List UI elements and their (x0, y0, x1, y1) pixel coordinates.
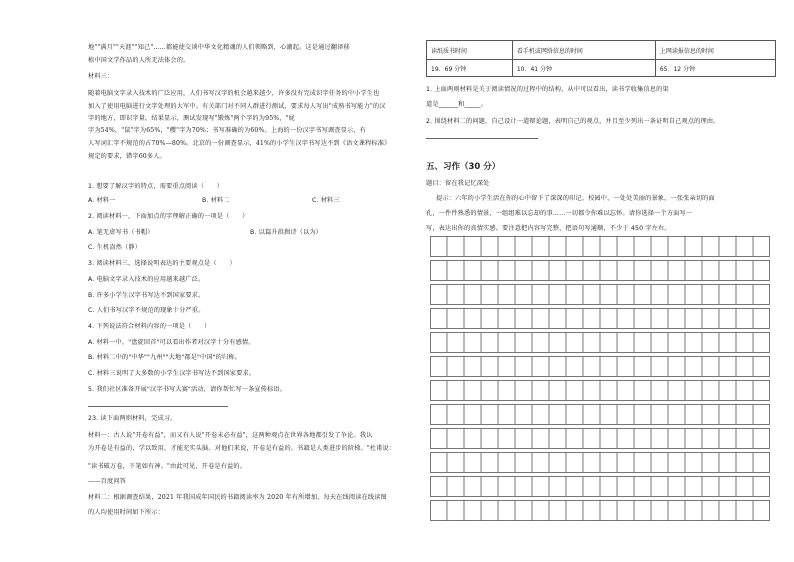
table-header-cell: 看手机或网络信息的时间 (512, 41, 655, 60)
material3-line: 随着电脑文字录入技术的广泛应用，人们书写汉字的机会越来越少，许多没有完成识字任务的中小学生也 (88, 90, 380, 97)
q1-option-c: C. 材料三 (312, 197, 340, 204)
table-row (427, 60, 776, 77)
material3-line: 人写词汇字不规范的占70%—80%。北京的一份调查显示，41%的小学生汉字书写达不到《语文课程标准》 (88, 140, 391, 147)
question-23: 23. 读下面两则材料，完成习。 (88, 415, 177, 422)
material1-source: ——百度问答 (88, 478, 127, 485)
q1-option-a: A. 材料一 (88, 197, 116, 204)
prompt-title: 题目：留在我记忆深处 (426, 180, 490, 187)
q4-option-a: A. 材料一中，"盘旋回首"可以看出作者对汉字十分有感情。 (88, 339, 255, 346)
material1-line: 材料一：古人说"开卷有益"，而又有人说"开卷未必有益"，这两种观点在世界各地都引发了争论。我认 (88, 432, 373, 439)
table-row (427, 41, 776, 60)
intro-line: 植中国文学作品的人所无法体会的。 (88, 57, 190, 64)
q-right-line: 1. 上面两则材料是关于阅读情况的过程中的结构，从中可以看出，读书学收集信息的渠 (426, 86, 669, 93)
material3-line: 规定的要求，错字60多人。 (88, 153, 166, 160)
answer-line (88, 406, 228, 407)
question-1: 1. 想要了解汉字的特点，需要重点阅读（ ） (88, 183, 224, 190)
material2-line: 材料二：根据调查结果，2021 年我国成年国民的书籍阅读率为 2020 年有所增加，每天在线阅读在线读图 (88, 494, 387, 501)
material2-line: 的人均使用时间如下所示： (88, 509, 165, 516)
q3-option-a: A. 电脑文字录入技术的应用越来越广泛。 (88, 276, 205, 283)
q2-option-b: B. 以篇升拱揖诗（以为） (250, 229, 323, 236)
prompt-line: 孔，一件件熟悉的情景，一组组难以忘却的事……一切都令你难以忘怀。请你选择一个方面写一 (426, 210, 693, 217)
q1-option-b: B. 材料二 (202, 197, 230, 204)
material3-line: 加入了使用电脑进行文字处理的大军中。有关部门对不同人群进行测试，要求每人写出"成熟书写能力"的汉 (88, 103, 386, 110)
question-3: 3. 阅读材料三，选择说明表达的主要观点是（ ） (88, 260, 236, 267)
table-header-cell: 上网读报信息的时间 (655, 41, 775, 60)
material3-title: 材料三： (88, 73, 114, 80)
material3-line: 字为54%，"鼠"字为65%，"樱"字为70%；书写准确的为60%。上海的一份汉字书写调查显示，有 (88, 127, 366, 134)
writing-grid (430, 236, 770, 526)
table-cell: 65．12 分钟 (655, 60, 775, 77)
q-right-line: 2. 围绕材料二的问题，自己设计一道辩论题，表明自己的观点，并且至少列出一条证明自己观点的理由。 (426, 118, 720, 125)
q4-option-b: B. 材料二中的"中华""九州""大地"都是"中国"的归称。 (88, 354, 242, 361)
q2-option-a: A. 笔无虚写书（书帽） (88, 229, 154, 236)
reading-time-table (426, 40, 776, 77)
q4-option-c: C. 材料三说明了大多数的小学生汉字书写达不到国家要求。 (88, 370, 256, 377)
q-right-line: 道是______和_____。 (426, 101, 488, 108)
table-header-cell: 读纸质书时间 (427, 41, 513, 60)
intro-line: 地""满月""天涯""知己"……都能使交谈中华文化精魂的人们领略到，心潮起。这是通过翻译移 (88, 44, 350, 51)
q2-option-c: C. 生机盎然（静） (88, 244, 142, 251)
material3-line: 字的地方，即识字量。结果显示，测试发现写"锻炼"两个字的为95%，"屁 (88, 115, 295, 122)
prompt-line: 提示：六年的小学生活在你的心中留下了深深的印记。校园中，一处处美丽的景象，一张张亲切的面 (436, 195, 715, 202)
question-4: 4. 下列说法符合材料内容的一项是（ ） (88, 323, 211, 330)
table-cell: 10．41 分钟 (512, 60, 655, 77)
answer-line (426, 138, 538, 139)
material1-line: 为开卷是有益的，学以致用，才能充实头脑。对他们来说，开卷是有益的。书籍是人类进步的阶梯。"杜甫说： (88, 445, 396, 452)
q3-option-c: C. 人们书写汉字不规范的现象十分严重。 (88, 307, 205, 314)
question-5: 5. 我们社区准备开展"汉字书写大赛"活动，请你帮忙写一条宣传标语。 (88, 386, 287, 393)
material1-line: "读书破万卷，下笔如有神。"由此可见，开卷是有益的。 (88, 463, 247, 470)
table-cell: 19．69 分钟 (427, 60, 513, 77)
section-heading: 五、习作（30 分） (426, 162, 501, 172)
q3-option-b: B. 许多小学生汉字书写达不到国家要求。 (88, 292, 205, 299)
prompt-line: 写，表达出你的真情实感。要注意把内容写完整，把语句写通顺，不少于 450 字左右。 (426, 225, 671, 232)
question-2: 2. 阅读材料一，下面加点的字理解正确的一项是（ ） (88, 213, 249, 220)
